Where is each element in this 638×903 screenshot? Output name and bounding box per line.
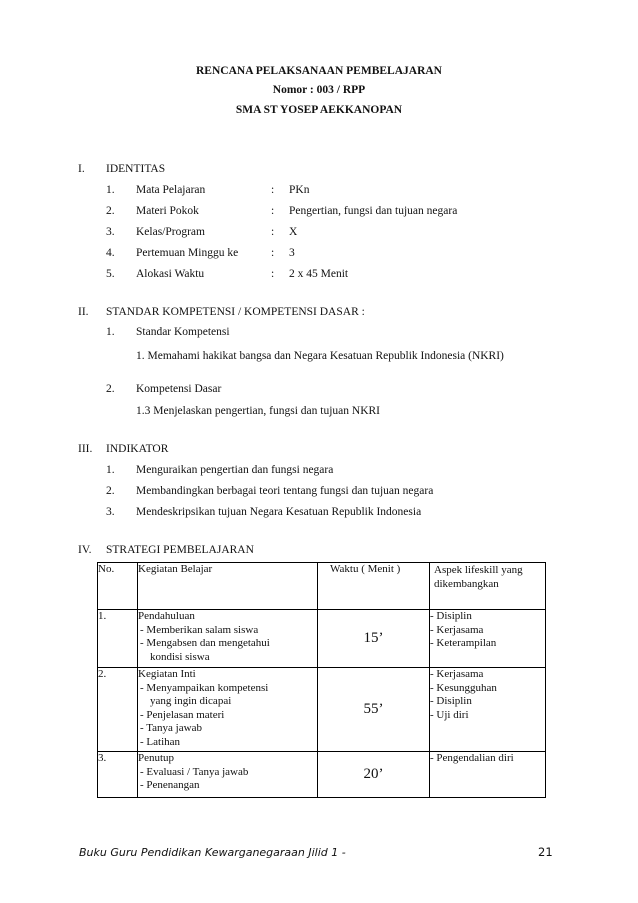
item-number: 1. [106, 326, 115, 338]
column-header-no: No. [98, 563, 138, 610]
activity-cell [138, 610, 318, 668]
kompetensi-dasar-text: 1.3 Menjelaskan pengertian, fungsi dan tujuan NKRI [136, 405, 380, 417]
column-header-waktu: Waktu ( Menit ) [318, 563, 430, 610]
activity-item: - Evaluasi / Tanya jawab [140, 765, 249, 778]
item-value: 2 x 45 Menit [289, 268, 349, 280]
school-name: SMA ST YOSEP AEKKANOPAN [235, 104, 403, 116]
section-number: I. [78, 163, 85, 175]
row-number: 1. [98, 610, 138, 668]
table-header-row [98, 563, 546, 610]
column-header-aspek-line1: Aspek lifeskill yang [434, 564, 523, 576]
item-colon: : [271, 205, 275, 217]
standar-kompetensi-label: Standar Kompetensi [136, 326, 230, 338]
item-number: 2. [106, 205, 115, 217]
column-header-aspek [430, 563, 546, 610]
item-value: Pengertian, fungsi dan tujuan negara [289, 205, 458, 217]
duration-cell: 15’ [318, 610, 430, 668]
indicator-text: Membandingkan berbagai teori tentang fungsi dan tujuan negara [136, 485, 434, 497]
activity-item: - Penenangan [140, 779, 200, 792]
activity-item: - Latihan [140, 735, 181, 748]
lifeskill-item: - Uji diri [430, 708, 469, 721]
item-label: Kelas/Program [136, 226, 205, 238]
table-row [98, 668, 546, 752]
activity-cell [138, 752, 318, 798]
item-number: 2. [106, 485, 115, 497]
item-label: Mata Pelajaran [136, 184, 206, 196]
item-number: 1. [106, 464, 115, 476]
item-colon: : [271, 184, 275, 196]
activity-item: - Tanya jawab [140, 722, 202, 735]
item-colon: : [271, 268, 275, 280]
lifeskill-item: - Keterampilan [430, 637, 497, 650]
activity-title: Pendahuluan [138, 610, 195, 622]
column-header-kegiatan: Kegiatan Belajar [138, 563, 318, 610]
indicator-text: Menguraikan pengertian dan fungsi negara [136, 464, 334, 476]
item-number: 4. [106, 247, 115, 259]
activity-item: yang ingin dicapai [150, 695, 232, 708]
item-number: 3. [106, 506, 115, 518]
page-number: 21 [538, 845, 553, 859]
row-number: 3. [98, 752, 138, 798]
kompetensi-dasar-label: Kompetensi Dasar [136, 383, 222, 395]
item-value: PKn [289, 184, 310, 196]
activity-title: Kegiatan Inti [138, 668, 196, 680]
table-row [98, 610, 546, 668]
item-label: Materi Pokok [136, 205, 199, 217]
item-number: 3. [106, 226, 115, 238]
standar-kompetensi-text: 1. Memahami hakikat bangsa dan Negara Kesatuan Republik Indonesia (NKRI) [136, 350, 504, 362]
column-header-aspek-line2: dikembangkan [434, 578, 499, 590]
item-number: 2. [106, 383, 115, 395]
section-number: IV. [78, 544, 92, 556]
section-title: IDENTITAS [106, 163, 166, 175]
section-title: STRATEGI PEMBELAJARAN [106, 544, 254, 556]
lifeskill-item: - Kesungguhan [430, 681, 497, 694]
table-row [98, 752, 546, 798]
lifeskill-item: - Disiplin [430, 610, 472, 622]
item-label: Pertemuan Minggu ke [136, 247, 239, 259]
activity-item: - Penjelasan materi [140, 708, 225, 721]
footer-book-title: Buku Guru Pendidikan Kewarganegaraan Jilid 1 - [79, 846, 346, 859]
item-value: X [289, 226, 298, 238]
lifeskill-item: - Pengendalian diri [430, 752, 514, 764]
section-title: STANDAR KOMPETENSI / KOMPETENSI DASAR : [106, 306, 365, 318]
section-title: INDIKATOR [106, 443, 169, 455]
activity-item: - Memberikan salam siswa [140, 623, 259, 636]
activity-item: - Menyampaikan kompetensi [140, 681, 269, 694]
item-value: 3 [289, 247, 295, 259]
lifeskill-cell [430, 610, 546, 668]
lifeskill-item: - Kerjasama [430, 623, 484, 636]
lifeskill-cell [430, 752, 546, 798]
activity-item: kondisi siswa [150, 650, 210, 663]
lifeskill-item: - Kerjasama [430, 668, 484, 680]
activity-title: Penutup [138, 752, 175, 764]
item-label: Alokasi Waktu [136, 268, 205, 280]
item-number: 1. [106, 184, 115, 196]
item-colon: : [271, 226, 275, 238]
activity-cell [138, 668, 318, 752]
section-number: II. [78, 306, 89, 318]
item-number: 5. [106, 268, 115, 280]
activity-item: - Mengabsen dan mengetahui [140, 637, 270, 650]
duration-cell: 55’ [318, 668, 430, 752]
document-title: RENCANA PELAKSANAAN PEMBELAJARAN [196, 65, 442, 77]
lifeskill-cell [430, 668, 546, 752]
row-number: 2. [98, 668, 138, 752]
strategy-table [97, 562, 546, 798]
indicator-text: Mendeskripsikan tujuan Negara Kesatuan Republik Indonesia [136, 506, 422, 518]
item-colon: : [271, 247, 275, 259]
document-number: Nomor : 003 / RPP [272, 84, 366, 96]
lifeskill-item: - Disiplin [430, 695, 472, 708]
duration-cell: 20’ [318, 752, 430, 798]
section-number: III. [78, 443, 93, 455]
